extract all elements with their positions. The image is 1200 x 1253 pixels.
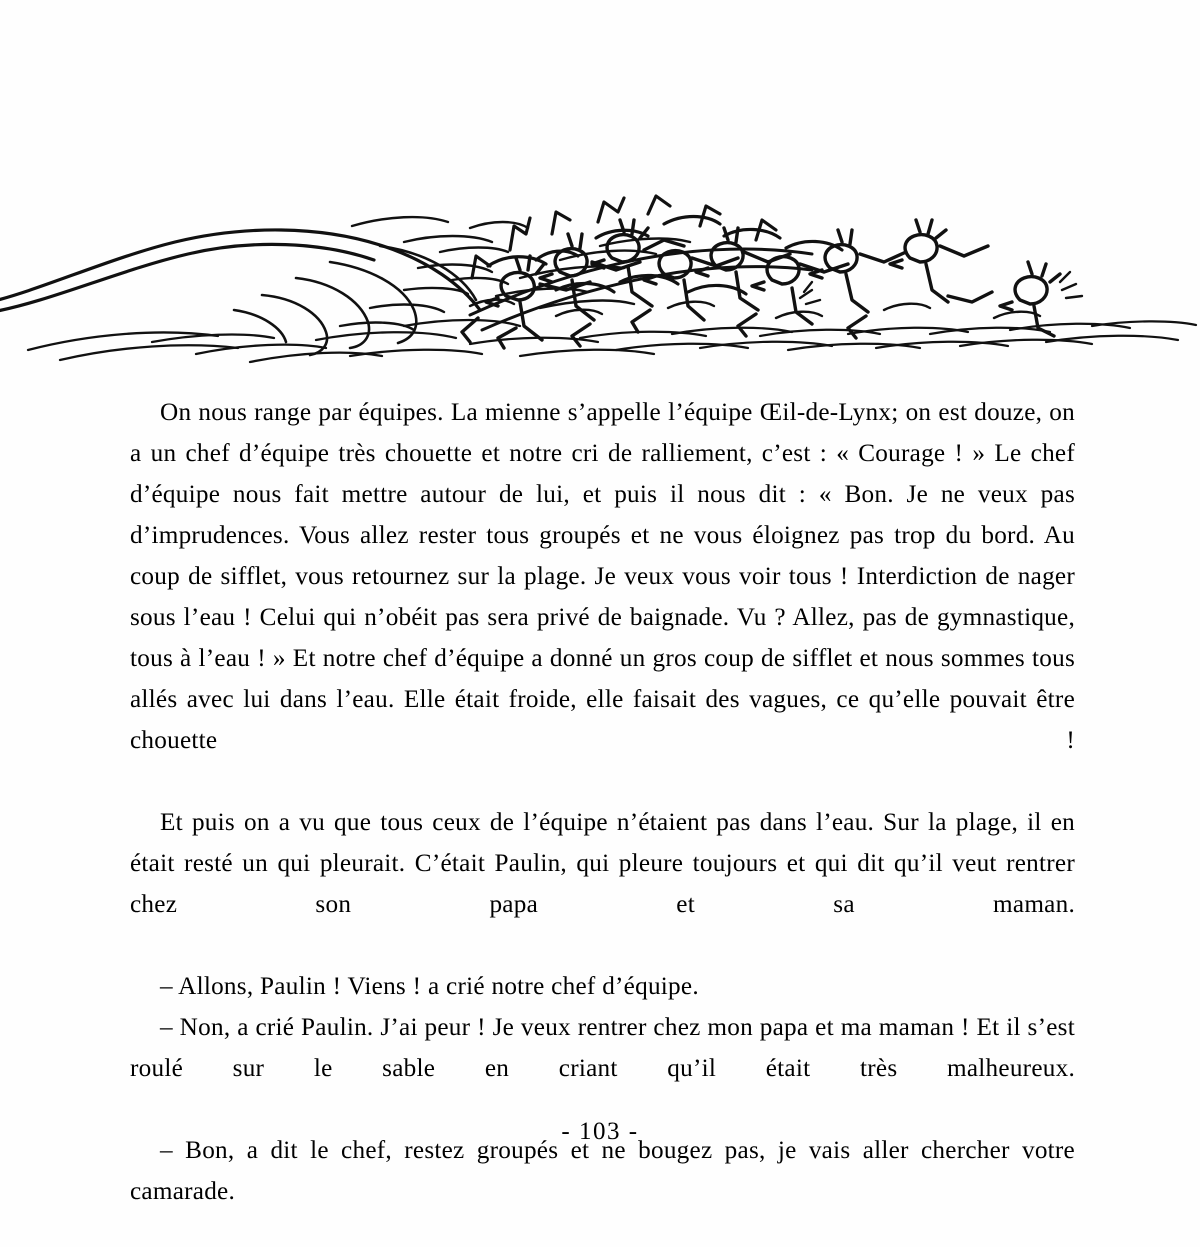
- page-number-folio: - 103 -: [561, 1118, 639, 1145]
- dialogue-line-non-a-crie-paulin: – Non, a crié Paulin. J’ai peur ! Je veux rentrer chez mon papa et ma maman ! Et il s’est roulé sur le sable en criant qu’il était très malheureux.: [130, 1014, 1075, 1082]
- paragraph-2: Et puis on a vu que tous ceux de l’équipe n’étaient pas dans l’eau. Sur la plage, il en était resté un qui pleurait. C’était Paulin, qui pleure toujours et qui dit qu’il veut rentrer chez son papa et sa maman.: [130, 809, 1075, 918]
- wave-spray-lines: [340, 217, 528, 330]
- illustration-canvas: [0, 150, 1200, 365]
- wave-curl-lines: [234, 246, 476, 355]
- dialogue-line-allons-paulin: – Allons, Paulin ! Viens ! a crié notre chef d’équipe.: [160, 973, 699, 1000]
- paragraph-1: On nous range par équipes. La mienne s’appelle l’équipe Œil-de-Lynx; on est douze, on a un chef d’équipe très chouette et notre cri de ralliement, c’est : « Courage ! » Le chef d’équipe nous fait mettre autour de lui, et puis il nous dit : « Bon. Je ne veux pas d’imprudences. Vous allez rester tous groupés et ne vous éloignez pas trop du bord. Au coup de sifflet, vous retournez sur la plage. Je veux vous voir tous ! Interdiction de nager sous l’eau ! Celui qui n’obéit pas sera privé de baignade. Vu ? Allez, pas de gymnastique, tous à l’eau ! » Et notre chef d’équipe a donné un gros coup de sifflet et nous sommes tous allés avec lui dans l’eau. Elle était froide, elle faisait des vagues, ce qu’elle pouvait être chouette !: [130, 399, 1075, 754]
- water-ripple-lines: [470, 321, 1196, 356]
- wave-with-children-swimming-illustration: [0, 150, 1200, 365]
- dialogue-line-bon-a-dit-le-chef: – Bon, a dit le chef, restez groupés et ne bougez pas, je vais aller chercher votre camarade.: [130, 1137, 1075, 1205]
